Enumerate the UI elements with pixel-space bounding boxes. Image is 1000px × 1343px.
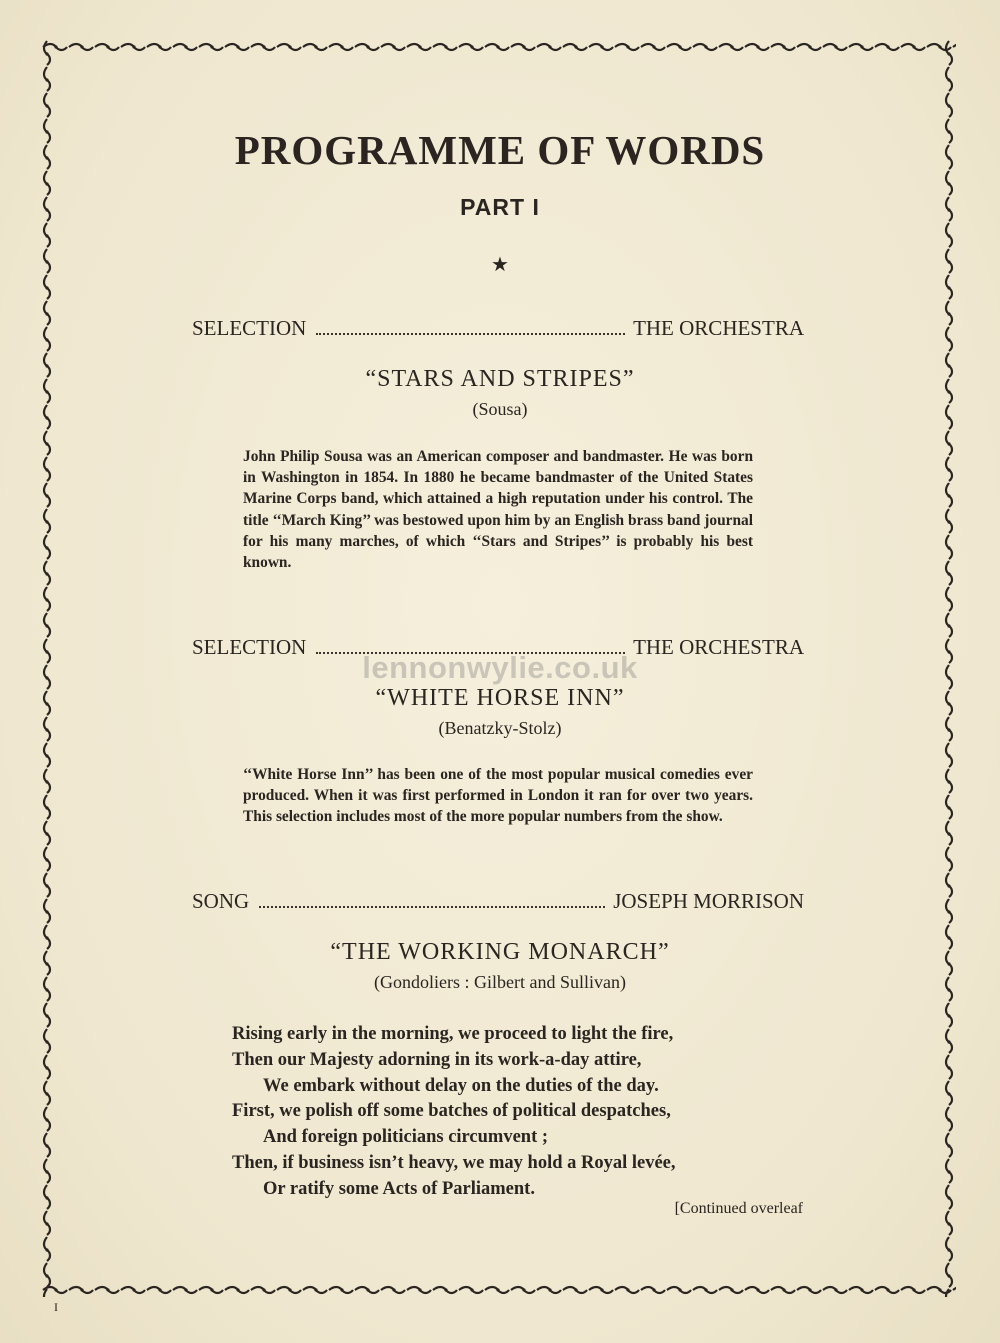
item-type: SELECTION	[192, 316, 307, 340]
watermark: lennonwylie.co.uk	[362, 650, 638, 685]
lyric-line: Then our Majesty adorning in its work-a-day attire,	[232, 1049, 642, 1070]
lyric-line: Or ratify some Acts of Parliament.	[263, 1178, 535, 1199]
decorative-border-bottom	[42, 1283, 956, 1297]
dot-leader	[259, 906, 605, 908]
piece-title: “STARS AND STRIPES”	[365, 366, 635, 392]
decorative-border-left	[40, 40, 54, 1297]
song-lyrics	[232, 1022, 792, 1203]
part-heading: PART I	[460, 194, 540, 220]
composer: (Sousa)	[472, 399, 528, 419]
dot-leader	[316, 652, 625, 654]
piece-title: “THE WORKING MONARCH”	[330, 939, 670, 965]
page-number: I	[54, 1300, 58, 1314]
dot-leader	[316, 333, 625, 335]
decorative-border-right	[942, 40, 956, 1297]
programme-item-row	[192, 635, 804, 661]
lyric-line: Then, if business isn’t heavy, we may hold a Royal levée,	[232, 1152, 676, 1173]
lyric-line: First, we polish off some batches of political despatches,	[232, 1101, 671, 1122]
lyric-line: We embark without delay on the duties of the day.	[263, 1075, 659, 1096]
program-note: ‘‘White Horse Inn’’ has been one of the most popular musical comedies ever produced. When it was first performed in London it ran for over two years. This selection includes most of the more popular numbers from the show.	[243, 766, 753, 826]
piece-title: “WHITE HORSE INN”	[375, 685, 625, 711]
item-type: SELECTION	[192, 635, 307, 659]
star-ornament: ★	[491, 254, 509, 276]
item-performer: THE ORCHESTRA	[633, 635, 804, 659]
composer: (Gondoliers : Gilbert and Sullivan)	[374, 972, 626, 992]
programme-item-row	[192, 889, 804, 915]
continued-note: [Continued overleaf	[674, 1200, 803, 1217]
item-performer: THE ORCHESTRA	[633, 316, 804, 340]
lyric-line: Rising early in the morning, we proceed to light the fire,	[232, 1024, 674, 1044]
program-note: John Philip Sousa was an American composer and bandmaster. He was born in Washington in 1854. In 1880 he became bandmaster of the United States Marine Corps band, which attained a high reputation under his control. The title ‘‘March King’’ was bestowed upon him by an English brass band journal for his many marches, of which ‘‘Stars and Stripes’’ is probably his best known.	[243, 448, 753, 572]
programme-item-row	[192, 316, 804, 342]
composer: (Benatzky-Stolz)	[438, 718, 562, 738]
item-type: SONG	[192, 889, 250, 913]
lyric-line: And foreign politicians circumvent ;	[263, 1127, 549, 1148]
decorative-border-top	[42, 40, 956, 54]
item-performer: JOSEPH MORRISON	[613, 889, 804, 913]
page-title: PROGRAMME OF WORDS	[234, 127, 766, 173]
